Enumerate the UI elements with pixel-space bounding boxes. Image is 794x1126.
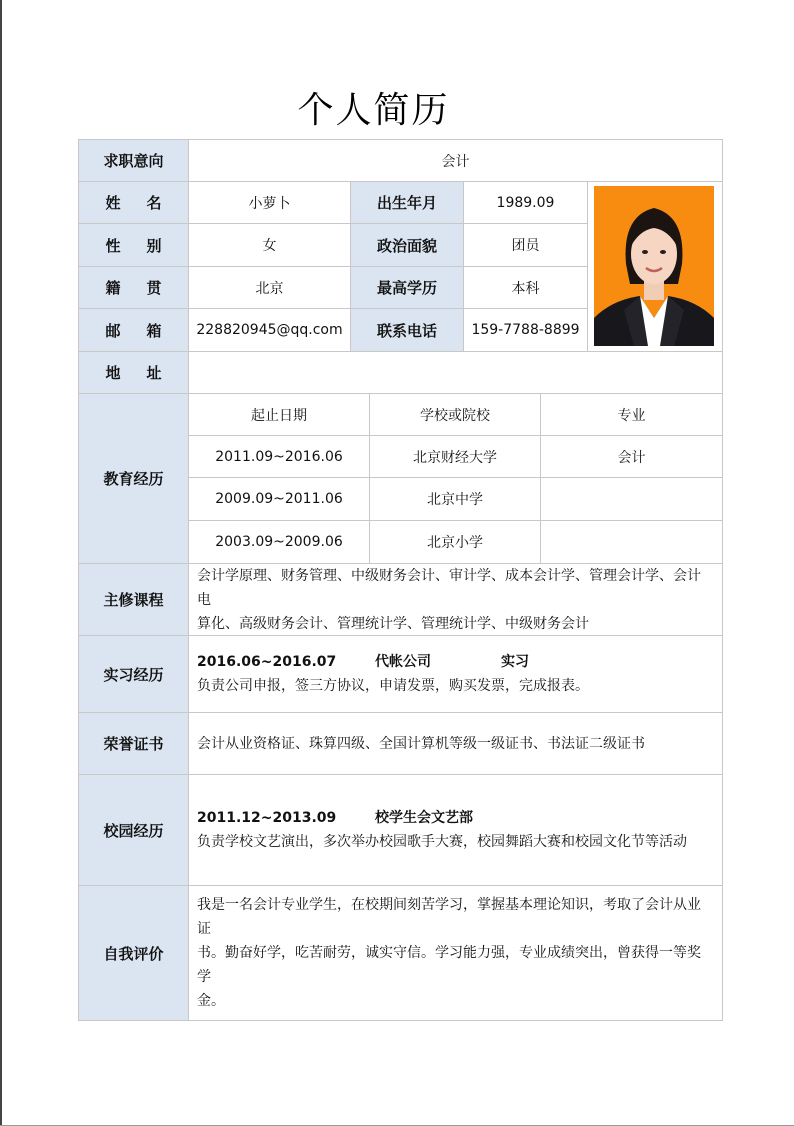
degree-label: 最高学历: [350, 266, 464, 309]
edu-row-date: 2003.09~2009.06: [188, 520, 370, 564]
edu-row-major: [540, 520, 723, 564]
self-eval-line: 书。勤奋好学，吃苦耐劳，诚实守信。学习能力强，专业成绩突出，曾获得一等奖学: [197, 945, 701, 985]
profile-photo: [594, 186, 714, 346]
certificates-content: [188, 712, 723, 775]
job-intention-label: 求职意向: [78, 139, 189, 182]
courses-label: 主修课程: [78, 563, 189, 636]
page-title: 个人简历: [297, 90, 450, 131]
edu-header-date: 起止日期: [188, 393, 370, 436]
certificates-text: 会计从业资格证、珠算四级、全国计算机等级一级证书、书法证二级证书: [197, 735, 645, 752]
edu-row-school: 北京小学: [369, 520, 541, 564]
courses-line: 会计学原理、财务管理、中级财务会计、审计学、成本会计学、管理会计学、会计电: [197, 567, 701, 608]
gender-label: 性别: [78, 223, 189, 267]
email-label: 邮箱: [78, 308, 189, 352]
campus-content: [188, 774, 723, 886]
self-eval-content: [188, 885, 723, 1021]
internship-content: [188, 635, 723, 713]
edu-row-major: [540, 477, 723, 521]
self-eval-line: 我是一名会计专业学生，在校期间刻苦学习，掌握基本理论知识，考取了会计从业证: [197, 897, 701, 937]
address-value: [188, 351, 723, 394]
portrait-image: [594, 186, 714, 346]
edu-row-major: 会计: [540, 435, 723, 478]
address-label: 地址: [78, 351, 189, 394]
campus-label: 校园经历: [78, 774, 189, 886]
birth-label: 出生年月: [350, 181, 464, 224]
edu-header-school: 学校或院校: [369, 393, 541, 436]
courses-line: 算化、高级财务会计、管理统计学、管理统计学、中级财务会计: [197, 615, 589, 632]
job-intention-value: 会计: [188, 139, 723, 182]
internship-description: 负责公司申报，签三方协议，申请发票，购买发票，完成报表。: [197, 678, 589, 694]
email-value: 228820945@qq.com: [188, 308, 351, 352]
internship-role: 实习: [501, 654, 529, 670]
education-label: 教育经历: [78, 393, 189, 564]
internship-label: 实习经历: [78, 635, 189, 713]
politics-label: 政治面貌: [350, 223, 464, 267]
self-eval-label: 自我评价: [78, 885, 189, 1021]
phone-label: 联系电话: [350, 308, 464, 352]
edu-row-school: 北京财经大学: [369, 435, 541, 478]
internship-heading: [197, 650, 714, 674]
page-edge: [0, 0, 2, 1126]
campus-org: 校学生会文艺部: [375, 810, 473, 826]
courses-content: [188, 563, 723, 636]
gender-value: 女: [188, 223, 351, 267]
phone-value: 159-7788-8899: [463, 308, 588, 352]
edu-row-date: 2011.09~2016.06: [188, 435, 370, 478]
internship-company: 代帐公司: [375, 654, 431, 670]
politics-value: 团员: [463, 223, 588, 267]
name-value: 小萝卜: [188, 181, 351, 224]
certificates-label: 荣誉证书: [78, 712, 189, 775]
edu-row-school: 北京中学: [369, 477, 541, 521]
edu-row-date: 2009.09~2011.06: [188, 477, 370, 521]
campus-date: 2011.12~2013.09: [197, 810, 337, 826]
campus-heading: [197, 806, 714, 830]
name-label: 姓名: [78, 181, 189, 224]
internship-date: 2016.06~2016.07: [197, 654, 337, 670]
self-eval-line: 金。: [197, 993, 225, 1009]
birth-value: 1989.09: [463, 181, 588, 224]
edu-header-major: 专业: [540, 393, 723, 436]
campus-description: 负责学校文艺演出，多次举办校园歌手大赛，校园舞蹈大赛和校园文化节等活动: [197, 834, 687, 850]
native-value: 北京: [188, 266, 351, 309]
degree-value: 本科: [463, 266, 588, 309]
native-label: 籍贯: [78, 266, 189, 309]
